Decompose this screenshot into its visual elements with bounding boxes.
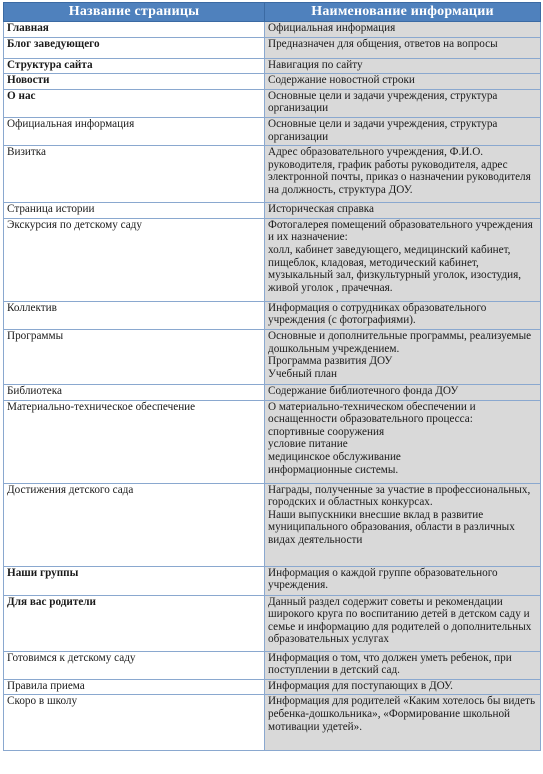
site-structure-table <box>3 2 541 751</box>
page-name-cell: Визитка <box>4 146 265 203</box>
page-name-cell: Материально-техническое обеспечение <box>4 400 265 483</box>
column-header-information: Наименование информации <box>265 3 541 22</box>
table-row <box>4 695 541 751</box>
table-row <box>4 483 541 566</box>
page-name-cell: Блог заведующего <box>4 37 265 58</box>
information-cell: Историческая справка <box>265 203 541 219</box>
table-row <box>4 218 541 301</box>
page-name-cell: Правила приема <box>4 679 265 695</box>
page-name-cell: Наши группы <box>4 566 265 595</box>
information-cell: Информация для родителей «Каким хотелось бы видеть ребенка-дошкольника», «Формирование школьной мотивации удетей». <box>265 695 541 751</box>
table-row <box>4 384 541 400</box>
information-cell: Содержание библиотечного фонда ДОУ <box>265 384 541 400</box>
table-row <box>4 37 541 58</box>
page-name-cell: Готовимся к детскому саду <box>4 651 265 679</box>
table-body <box>4 22 541 751</box>
page-name-cell: Официальная информация <box>4 117 265 145</box>
table-row <box>4 22 541 38</box>
page-name-cell: О нас <box>4 89 265 117</box>
page-name-cell: Главная <box>4 22 265 38</box>
page-name-cell: Новости <box>4 74 265 90</box>
table-header-row <box>4 3 541 22</box>
page-name-cell: Программы <box>4 329 265 384</box>
information-cell: Награды, полученные за участие в профессиональных, городских и областных конкурсах. Наши выпускники внесшие вклад в развитие муниципального образования, области в различных видах деятельности <box>265 483 541 566</box>
information-cell: Информация о том, что должен уметь ребенок, при поступлении в детский сад. <box>265 651 541 679</box>
site-structure-table-container <box>3 2 540 751</box>
information-cell: Данный раздел содержит советы и рекомендации широкого круга по воспитанию детей в детском саду и семье и информацию для родителей о дополнительных образовательных услугах <box>265 595 541 651</box>
table-row <box>4 329 541 384</box>
information-cell: Содержание новостной строки <box>265 74 541 90</box>
page-name-cell: Достижения детского сада <box>4 483 265 566</box>
information-cell: Навигация по сайту <box>265 58 541 74</box>
information-cell: Фотогалерея помещений образовательного учреждения и их назначение: холл, кабинет заведующего, медицинский кабинет, пищеблок, кладовая, методический кабинет, музыкальный зал, физкультурный уголок, изостудия, живой уголок , прачечная. <box>265 218 541 301</box>
table-row <box>4 301 541 329</box>
page-name-cell: Структура сайта <box>4 58 265 74</box>
page-name-cell: Страница истории <box>4 203 265 219</box>
page-name-cell: Скоро в школу <box>4 695 265 751</box>
information-cell: Адрес образовательного учреждения, Ф.И.О. руководителя, график работы руководителя, адрес электронной почты, приказ о назначении руководителя на должность, структура ДОУ. <box>265 146 541 203</box>
table-row <box>4 58 541 74</box>
information-cell: Информация для поступающих в ДОУ. <box>265 679 541 695</box>
table-row <box>4 117 541 145</box>
information-cell: О материально-техническом обеспечении и оснащенности образовательного процесса: спортивные сооружения условие питание медицинское обслуживание информационные системы. <box>265 400 541 483</box>
table-row <box>4 679 541 695</box>
table-row <box>4 595 541 651</box>
page-name-cell: Экскурсия по детскому саду <box>4 218 265 301</box>
table-row <box>4 651 541 679</box>
column-header-page-name: Название страницы <box>4 3 265 22</box>
information-cell: Основные и дополнительные программы, реализуемые дошкольным учреждением. Программа развития ДОУ Учебный план <box>265 329 541 384</box>
table-row <box>4 74 541 90</box>
table-row <box>4 203 541 219</box>
information-cell: Предназначен для общения, ответов на вопросы <box>265 37 541 58</box>
information-cell: Основные цели и задачи учреждения, структура организации <box>265 117 541 145</box>
page-name-cell: Коллектив <box>4 301 265 329</box>
table-row <box>4 566 541 595</box>
page-name-cell: Для вас родители <box>4 595 265 651</box>
information-cell: Информация о каждой группе образовательного учреждения. <box>265 566 541 595</box>
table-row <box>4 400 541 483</box>
table-row <box>4 146 541 203</box>
information-cell: Основные цели и задачи учреждения, структура организации <box>265 89 541 117</box>
information-cell: Официальная информация <box>265 22 541 38</box>
information-cell: Информация о сотрудниках образовательного учреждения (с фотографиями). <box>265 301 541 329</box>
table-row <box>4 89 541 117</box>
page-name-cell: Библиотека <box>4 384 265 400</box>
